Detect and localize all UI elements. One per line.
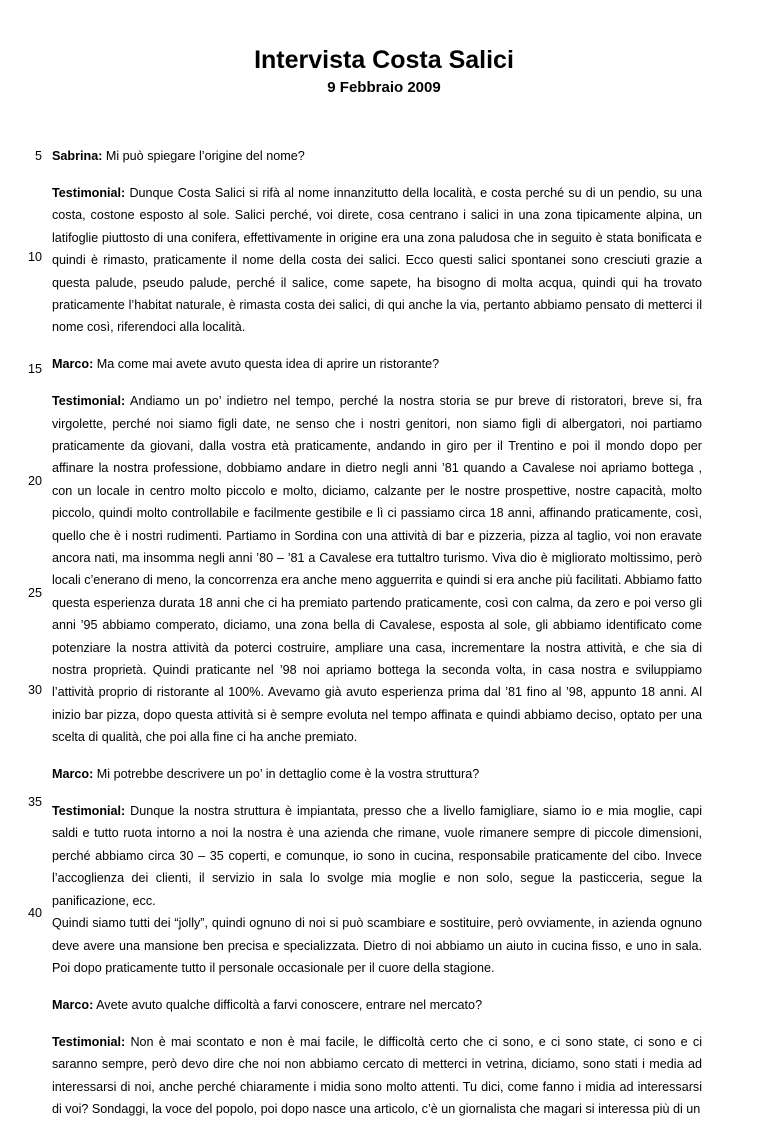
speaker-label: Testimonial: [52,185,126,200]
speaker-label: Sabrina: [52,149,103,163]
speaker-label: Marco: [52,997,94,1012]
line-number: 20 [27,474,42,488]
paragraph-text: Ma come mai avete avuto questa idea di aprire un ristorante? [93,357,440,372]
line-number: 15 [27,362,42,376]
speaker-label: Marco: [52,357,94,372]
paragraph-sabrina-question [52,145,702,167]
paragraph-text: Non è mai scontato e non è mai facile, le difficoltà certo che ci sono, e ci sono state, ci sono e ci saranno sempre, però devo dire che noi non abbiamo cercato di metterci in vetrina, diciamo, sono stati i media ad interessarsi di noi, anche perché chiaramente i midia sono molto attenti. Tu dici, come fanno i midia ad interessarsi di voi? Sondaggi, la voce del popolo, poi dopo nasce una articolo, c’è un giornalista che magari si interessa più di un [52,1034,702,1116]
paragraph-text: Dunque la nostra struttura è impiantata, presso che a livello famigliare, siamo io e mia moglie, capi saldi e tutto ruota intorno a noi la nostra è una azienda che rimane, vuole rimanere sempre di piccole dimensioni, perché abbiamo circa 30 – 35 coperti, e comunque, io sono in cucina, responsabile praticamente del cibo. Invece l’accoglienza dei clienti, il servizio in sala lo svolge mia moglie e non solo, segue la pasticceria, segue la panificazione, ecc. [52,804,702,908]
line-number: 30 [27,683,42,697]
paragraph-testimonial-answer [52,182,702,339]
speaker-label: Marco: [52,767,94,782]
speaker-label: Testimonial: [52,394,126,409]
paragraph-marco-question [52,353,702,375]
line-number: 5 [34,149,42,163]
line-number: 35 [27,795,42,809]
paragraph-testimonial-answer [52,800,702,979]
paragraph-marco-question [52,994,702,1016]
line-number: 25 [27,586,42,600]
paragraph-text: Avete avuto qualche difficoltà a farvi conoscere, entrare nel mercato? [93,997,483,1012]
line-number: 40 [27,906,42,920]
interview-body [52,145,702,1135]
paragraph-testimonial-answer [52,1031,702,1121]
paragraph-text: Andiamo un po’ indietro nel tempo, perché la nostra storia se pur breve di ristoratori, breve si, fra virgolette, perché noi siamo figli date, ne senso che i nostri genitori, non siamo figli di albergatori, noi partiamo praticamente da giovani, dalla vostra età praticamente, andando in giro per il Trentino e poi il mondo dopo per affinare la nostra professione, dobbiamo andare in dietro negli anni ’81 quando a Cavalese noi apriamo bottega , con un locale in centro molto piccolo e molto, diciamo, calzante per le nostre prospettive, nostre capacità, molto piccolo, quindi molto controllabile e facilmente gestibile e lì ci passiamo circa 18 anni, affinando praticamente, così, quello che è i nostri rudimenti. Partiamo in Sordina con una attività di bar e pizzeria, pizza al taglio, voi non eravate ancora nati, ma insomma negli anni ’80 – ’81 a Cavalese era tuttaltro turismo. Viva dio è migliorato moltissimo, però locali c’enerano di meno, la concorrenza era anche meno agguerrita e quindi si era anche più facilitati. Abbiamo fatto questa esperienza durata 18 anni che ci ha premiato partendo praticamente, così con calma, da zero e poi verso gli anni ’95 abbiamo comperato, diciamo, una zona bella di Cavalese, esposta al sole, gli abbiamo identificato come potenziare la nostra attività da poterci costruire, ampliare una casa, incrementare la nostra attività, e che sia di nostra proprietà. Quindi praticante nel ’98 noi apriamo bottega la seconda volta, in casa nostra e sviluppiamo l’attività proprio di ristorante al 100%. Avevamo già avuto esperienza prima dal ’81 fino al ’98, appunto 18 anni. Al inizio bar pizza, dopo questa attività si è sempre evoluta nel tempo affinata e quindi abbiamo deciso, optato per una scelta di qualità, che poi alla fine ci ha anche premiato. [52,394,702,745]
paragraph-text-continued: Quindi siamo tutti dei “jolly”, quindi ognuno di noi si può scambiare e sostituire, però ovviamente, in azienda ognuno deve avere una mansione ben precisa e specializzata. Dietro di noi abbiamo un aiuto in cucina fisso, e uno in sala. Poi dopo praticamente tutto il personale occasionale per il cuore della stagione. [52,916,702,975]
paragraph-marco-question [52,763,702,785]
speaker-label: Testimonial: [52,1034,126,1049]
document-title: Intervista Costa Salici [254,46,514,74]
paragraph-text: Mi può spiegare l’origine del nome? [102,149,305,163]
document-date: 9 Febbraio 2009 [327,79,441,96]
paragraph-text: Mi potrebbe descrivere un po’ in dettaglio come è la vostra struttura? [93,767,480,782]
paragraph-testimonial-answer [52,390,702,749]
paragraph-text: Dunque Costa Salici si rifà al nome innanzitutto della località, e costa perché su di un pendio, su una costa, costone esposto al sole. Salici perché, voi direte, cosa centrano i salici in una zona tipicamente alpina, un latifoglie piuttosto di una conifera, effettivamente in origine era una zona paludosa che in seguito è stata bonificata e quindi è rimasto, praticamente il nome della costa dei salici. Ecco questi salici spontanei sono cresciuti grazie a questa palude, pseudo palude, perché il salice, come sapete, ha bisogno di molta acqua, quindi qui ha trovato praticamente l’habitat naturale, è rimasta costa dei salici, di qui anche la via, pertanto abbiamo pensato di metterci il nome così, riferendoci alla località. [52,185,702,335]
speaker-label: Testimonial: [52,804,126,819]
line-number: 10 [27,250,42,264]
